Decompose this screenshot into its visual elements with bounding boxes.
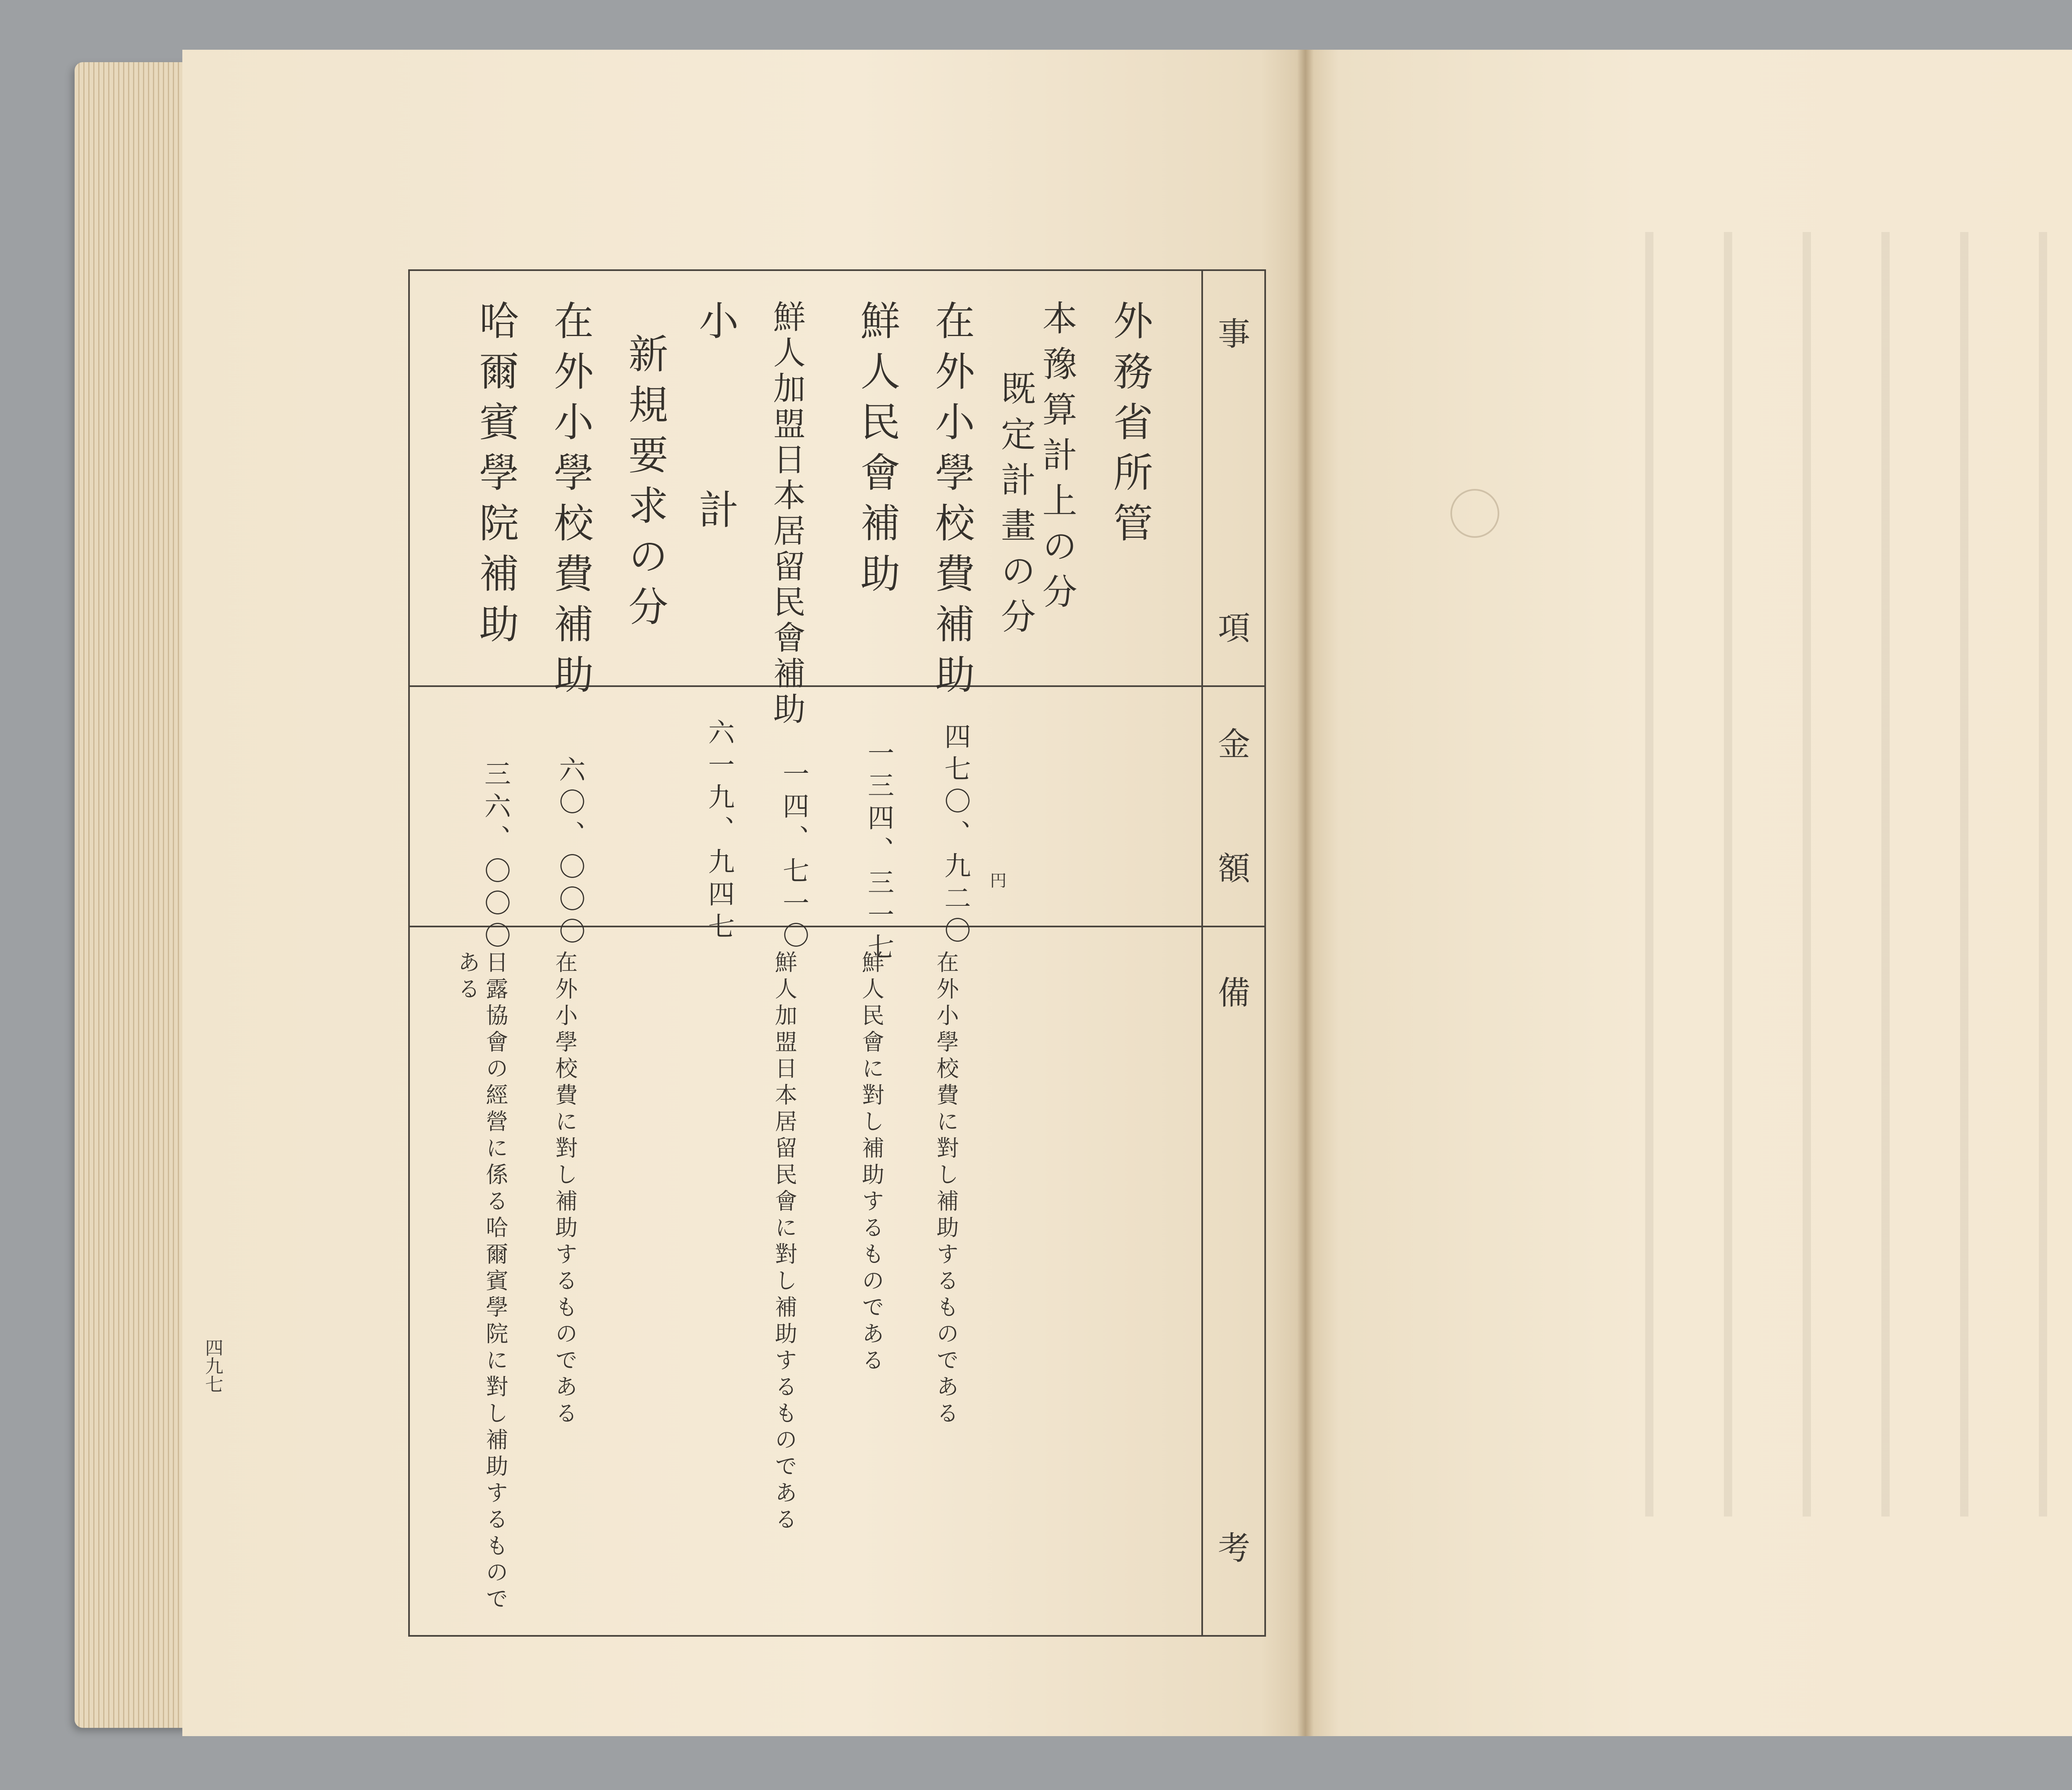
remark-harbin-institute: 日露協會の經營に係る哈爾賓學院に對し補助するものである: [454, 951, 508, 1613]
row-divider-amounts: [410, 926, 1264, 927]
header-item-bottom: 項: [1218, 610, 1251, 647]
amount-unit: 円: [990, 871, 1007, 890]
page-edges-left: [75, 62, 191, 1728]
row-divider-items: [410, 685, 1264, 687]
header-amount-bottom: 額: [1218, 850, 1251, 888]
amount-subtotal: 六一九、九四七: [704, 718, 734, 945]
remark-school-subsidy: 在外小學校費に對し補助するものである: [933, 951, 959, 1428]
item-school-subsidy-new: 在外小學校費補助: [547, 300, 594, 704]
amount-korean-assoc: 一三四、三一七: [863, 739, 894, 965]
header-amount-top: 金: [1218, 726, 1251, 763]
item-ministry: 外務省所管: [1107, 300, 1153, 553]
amount-school-subsidy: 四七〇、九二〇: [940, 723, 971, 949]
amount-school-subsidy-new: 六〇、〇〇〇: [554, 756, 585, 950]
page-number-left: 四九七: [202, 1338, 223, 1393]
item-korean-assoc: 鮮人民會補助: [854, 300, 900, 603]
left-page: [182, 50, 1305, 1736]
item-korean-japanese-assoc: 鮮人加盟日本居留民會補助: [768, 300, 805, 728]
page-mark-circle: [1450, 489, 1499, 538]
amount-harbin-institute: 三六、〇〇〇: [480, 760, 511, 954]
remark-korean-japanese-assoc: 鮮人加盟日本居留民會に對し補助するものである: [771, 951, 798, 1534]
header-column: [1203, 271, 1266, 1635]
show-through-text: [1575, 232, 2072, 1517]
header-item-top: 事: [1218, 316, 1251, 353]
item-new-request: 新規要求の分: [622, 333, 668, 636]
item-school-subsidy: 在外小學校費補助: [929, 300, 975, 704]
item-existing-plan: 既定計畫の分: [995, 370, 1036, 644]
header-column-divider: [1201, 271, 1203, 1635]
item-harbin-institute: 哈爾賓學院補助: [473, 300, 519, 654]
subsidy-table: [408, 269, 1266, 1637]
amount-korean-japanese-assoc: 一四、七一〇: [778, 760, 809, 954]
remark-korean-assoc: 鮮人民會に對し補助するものである: [858, 951, 885, 1375]
book-gutter: [1297, 50, 1314, 1736]
item-subtotal: 小計: [692, 300, 739, 678]
header-remark-top: 備: [1218, 975, 1251, 1012]
header-remark-bottom: 考: [1218, 1530, 1251, 1567]
item-budget-posted: 本豫算計上の分: [1037, 300, 1077, 619]
remark-school-subsidy-new: 在外小學校費に對し補助するものである: [552, 951, 578, 1428]
